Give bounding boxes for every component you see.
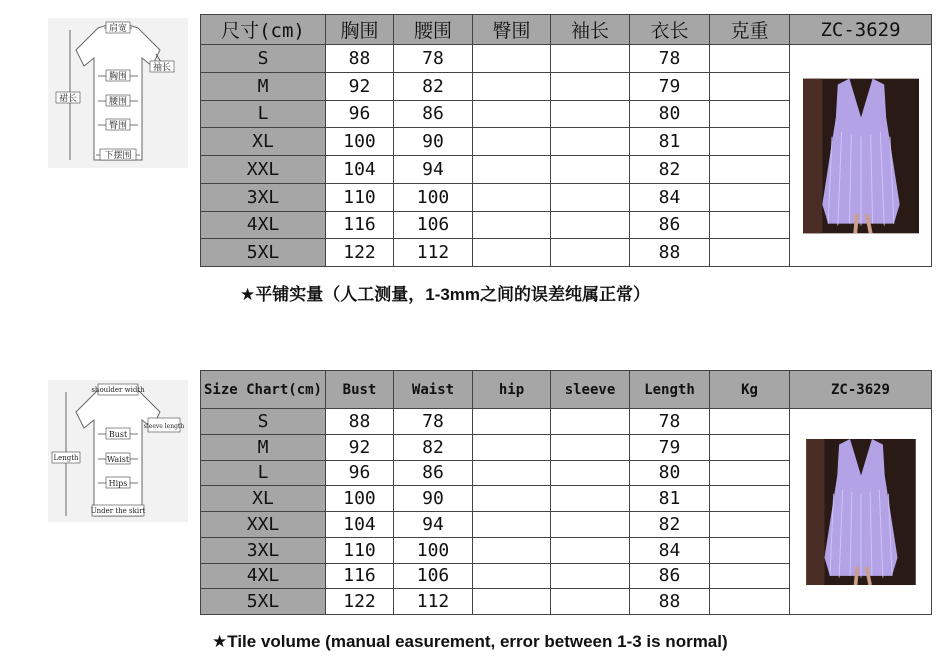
weight-cell: [710, 434, 790, 460]
waist-cell: 90: [394, 128, 473, 156]
bottom-garment-diagram: [48, 380, 188, 522]
waist-cell: 112: [394, 239, 473, 267]
header-weight: 克重: [710, 15, 790, 45]
size-cell: 4XL: [201, 563, 326, 589]
header-product-code: ZC-3629: [790, 15, 932, 45]
length-cell: 80: [630, 460, 710, 486]
waist-label: 腰围: [108, 97, 128, 107]
weight-cell: [710, 512, 790, 538]
hip-cell: [473, 45, 551, 73]
weight-cell: [710, 409, 790, 435]
bust-cell: 92: [326, 72, 394, 100]
hip-cell: [473, 211, 551, 239]
size-chart-english: [200, 370, 932, 615]
length-cell: 82: [630, 512, 710, 538]
waist-label: Waist: [106, 455, 130, 464]
size-cell: XXL: [201, 512, 326, 538]
table-header-row: [201, 371, 932, 409]
length-label: 裙长: [58, 94, 78, 104]
weight-cell: [710, 589, 790, 615]
product-photo-cell: [790, 409, 932, 615]
hem-label: Under the skirt: [90, 507, 146, 515]
waist-cell: 82: [394, 434, 473, 460]
length-cell: 78: [630, 45, 710, 73]
length-cell: 81: [630, 128, 710, 156]
length-cell: 82: [630, 156, 710, 184]
header-size: 尺寸(cm): [201, 15, 326, 45]
weight-cell: [710, 563, 790, 589]
waist-cell: 86: [394, 100, 473, 128]
header-waist: Waist: [394, 371, 473, 409]
dress-photo: [803, 75, 919, 237]
bust-cell: 110: [326, 183, 394, 211]
hip-label: 臀围: [108, 121, 128, 131]
hip-cell: [473, 183, 551, 211]
size-cell: 3XL: [201, 537, 326, 563]
waist-cell: 82: [394, 72, 473, 100]
bust-cell: 88: [326, 45, 394, 73]
length-cell: 88: [630, 589, 710, 615]
sleeve-cell: [551, 211, 630, 239]
bust-cell: 122: [326, 589, 394, 615]
shoulder-label: shoulder width: [91, 386, 145, 394]
waist-cell: 106: [394, 211, 473, 239]
waist-cell: 78: [394, 45, 473, 73]
bust-cell: 116: [326, 563, 394, 589]
waist-cell: 90: [394, 486, 473, 512]
waist-cell: 94: [394, 156, 473, 184]
bust-cell: 100: [326, 486, 394, 512]
measurement-note: ★Tile volume (manual easurement, error between 1-3 is normal): [212, 632, 728, 651]
weight-cell: [710, 100, 790, 128]
waist-cell: 100: [394, 537, 473, 563]
header-waist: 腰围: [394, 15, 473, 45]
size-cell: M: [201, 72, 326, 100]
bust-cell: 116: [326, 211, 394, 239]
sleeve-cell: [551, 72, 630, 100]
sleeve-cell: [551, 486, 630, 512]
chest-label: 胸围: [108, 72, 128, 82]
sleeve-cell: [551, 589, 630, 615]
weight-cell: [710, 486, 790, 512]
sleeve-label: 袖长: [152, 63, 172, 73]
sleeve-cell: [551, 512, 630, 538]
hip-cell: [473, 72, 551, 100]
header-bust: 胸围: [326, 15, 394, 45]
sleeve-cell: [551, 409, 630, 435]
bust-cell: 100: [326, 128, 394, 156]
table-row: [201, 45, 932, 73]
waist-cell: 94: [394, 512, 473, 538]
weight-cell: [710, 72, 790, 100]
length-cell: 86: [630, 563, 710, 589]
length-cell: 80: [630, 100, 710, 128]
length-cell: 79: [630, 434, 710, 460]
hip-cell: [473, 589, 551, 615]
waist-cell: 86: [394, 460, 473, 486]
waist-cell: 112: [394, 589, 473, 615]
weight-cell: [710, 211, 790, 239]
size-cell: 3XL: [201, 183, 326, 211]
top-garment-diagram: [48, 18, 188, 168]
size-cell: L: [201, 460, 326, 486]
sleeve-cell: [551, 434, 630, 460]
weight-cell: [710, 537, 790, 563]
header-product-code: ZC-3629: [790, 371, 932, 409]
hip-cell: [473, 563, 551, 589]
header-length: Length: [630, 371, 710, 409]
waist-cell: 106: [394, 563, 473, 589]
hem-label: 下摆围: [104, 151, 132, 161]
bust-cell: 110: [326, 537, 394, 563]
hip-cell: [473, 409, 551, 435]
size-cell: XL: [201, 128, 326, 156]
product-photo-cell: [790, 45, 932, 267]
length-cell: 79: [630, 72, 710, 100]
hip-cell: [473, 434, 551, 460]
measurement-note: ★平铺实量（人工测量，1-3mm之间的误差纯属正常）: [240, 285, 651, 304]
weight-cell: [710, 460, 790, 486]
length-cell: 81: [630, 486, 710, 512]
length-label: Length: [53, 454, 79, 462]
shoulder-label: 肩宽: [108, 24, 128, 34]
length-cell: 86: [630, 211, 710, 239]
header-bust: Bust: [326, 371, 394, 409]
sleeve-cell: [551, 45, 630, 73]
size-cell: L: [201, 100, 326, 128]
hip-cell: [473, 156, 551, 184]
sleeve-cell: [551, 563, 630, 589]
size-cell: S: [201, 45, 326, 73]
bust-cell: 92: [326, 434, 394, 460]
bust-cell: 104: [326, 512, 394, 538]
size-chart-chinese: [200, 14, 932, 267]
hip-cell: [473, 100, 551, 128]
waist-cell: 100: [394, 183, 473, 211]
length-cell: 84: [630, 183, 710, 211]
sleeve-cell: [551, 537, 630, 563]
bust-cell: 88: [326, 409, 394, 435]
table-row: [201, 409, 932, 435]
header-size: Size Chart(cm): [201, 371, 326, 409]
weight-cell: [710, 239, 790, 267]
hip-cell: [473, 486, 551, 512]
hip-cell: [473, 512, 551, 538]
length-cell: 84: [630, 537, 710, 563]
sleeve-label: sleeve length: [143, 423, 185, 430]
size-cell: XXL: [201, 156, 326, 184]
waist-cell: 78: [394, 409, 473, 435]
chest-label: Bust: [108, 430, 128, 439]
header-sleeve: 袖长: [551, 15, 630, 45]
header-hip: 臀围: [473, 15, 551, 45]
size-cell: 5XL: [201, 239, 326, 267]
size-cell: XL: [201, 486, 326, 512]
hip-cell: [473, 537, 551, 563]
sleeve-cell: [551, 460, 630, 486]
size-cell: 4XL: [201, 211, 326, 239]
bust-cell: 96: [326, 100, 394, 128]
weight-cell: [710, 45, 790, 73]
weight-cell: [710, 156, 790, 184]
sleeve-cell: [551, 156, 630, 184]
sleeve-cell: [551, 183, 630, 211]
hip-cell: [473, 239, 551, 267]
hip-label: Hips: [108, 479, 128, 488]
sleeve-cell: [551, 128, 630, 156]
size-cell: M: [201, 434, 326, 460]
dress-photo: [803, 439, 919, 585]
weight-cell: [710, 183, 790, 211]
size-cell: 5XL: [201, 589, 326, 615]
header-hip: hip: [473, 371, 551, 409]
weight-cell: [710, 128, 790, 156]
header-weight: Kg: [710, 371, 790, 409]
header-length: 衣长: [630, 15, 710, 45]
length-cell: 78: [630, 409, 710, 435]
length-cell: 88: [630, 239, 710, 267]
bust-cell: 122: [326, 239, 394, 267]
hip-cell: [473, 128, 551, 156]
table-header-row: [201, 15, 932, 45]
bust-cell: 104: [326, 156, 394, 184]
hip-cell: [473, 460, 551, 486]
header-sleeve: sleeve: [551, 371, 630, 409]
size-cell: S: [201, 409, 326, 435]
sleeve-cell: [551, 239, 630, 267]
sleeve-cell: [551, 100, 630, 128]
bust-cell: 96: [326, 460, 394, 486]
